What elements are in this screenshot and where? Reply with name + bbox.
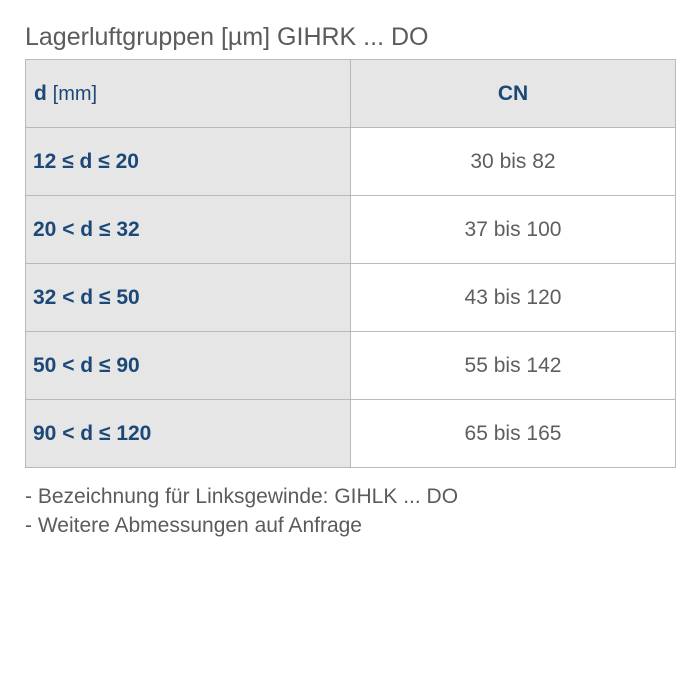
note-further-dimensions: - Weitere Abmessungen auf Anfrage: [25, 514, 362, 537]
column-header-cn: CN: [351, 60, 676, 128]
range-cell: 90 < d ≤ 120: [26, 400, 351, 468]
table-row: [26, 400, 676, 468]
table-row: [26, 264, 676, 332]
note-left-thread: - Bezeichnung für Linksgewinde: GIHLK ... DO: [25, 485, 459, 508]
value-cell: 30 bis 82: [351, 128, 676, 196]
page-title: Lagerluftgruppen [µm] GIHRK ... DO: [25, 23, 429, 51]
value-cell: 55 bis 142: [351, 332, 676, 400]
diameter-unit: [mm]: [52, 82, 98, 105]
column-header-diameter: [26, 60, 351, 128]
table-row: [26, 128, 676, 196]
diameter-symbol: d: [34, 81, 47, 105]
value-cell: 43 bis 120: [351, 264, 676, 332]
footnotes: [25, 482, 458, 540]
range-cell: 20 < d ≤ 32: [26, 196, 351, 264]
range-cell: 12 ≤ d ≤ 20: [26, 128, 351, 196]
table-row: [26, 196, 676, 264]
table-row: [26, 332, 676, 400]
bearing-clearance-table: [25, 59, 676, 468]
value-cell: 37 bis 100: [351, 196, 676, 264]
range-cell: 32 < d ≤ 50: [26, 264, 351, 332]
range-cell: 50 < d ≤ 90: [26, 332, 351, 400]
value-cell: 65 bis 165: [351, 400, 676, 468]
table-header-row: [26, 60, 676, 128]
